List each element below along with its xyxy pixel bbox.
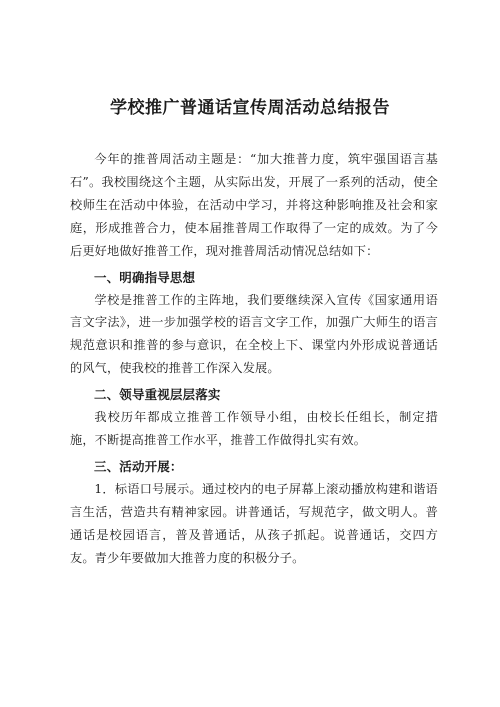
section-paragraph-activities: 1．标语口号展示。通过校内的电子屏幕上滚动播放构建和谐语言生活，营造共有精神家园。讲普通话，写规范字，做文明人。普通话是校园语言，普及普通话，从孩子抓起。说普通话，交四方友。青少年要做加大推普力度的积极分子。 bbox=[70, 481, 438, 565]
section-heading-guiding-ideology: 一、明确指导思想 bbox=[94, 269, 196, 285]
section-paragraph-guiding-ideology: 学校是推普工作的主阵地，我们要继续深入宣传《国家通用语言文字法》，进一步加强学校的语言文字工作，加强广大师生的语言规范意识和推普的参与意识，在全校上下、课堂内外形成说普通话的风气，使我校的推普工作深入发展。 bbox=[70, 292, 438, 376]
section-paragraph-leadership: 我校历年都成立推普工作领导小组，由校长任组长，制定措施，不断提高推普工作水平，推普工作做得扎实有效。 bbox=[70, 410, 438, 448]
document-title: 学校推广普通话宣传周活动总结报告 bbox=[110, 98, 390, 118]
section-heading-leadership: 二、领导重视层层落实 bbox=[94, 387, 221, 403]
document-body bbox=[70, 148, 438, 570]
intro-paragraph: 今年的推普周活动主题是：“加大推普力度，筑牢强国语言基石”。我校围绕这个主题，从实际出发，开展了一系列的活动，使全校师生在活动中体验，在活动中学习，并将这种影响推及社会和家庭，形成推普合力，使本届推普周工作取得了一定的成效。为了今后更好地做好推普工作，现对推普周活动情况总结如下： bbox=[70, 152, 438, 258]
section-heading-activities: 三、活动开展： bbox=[94, 458, 183, 474]
